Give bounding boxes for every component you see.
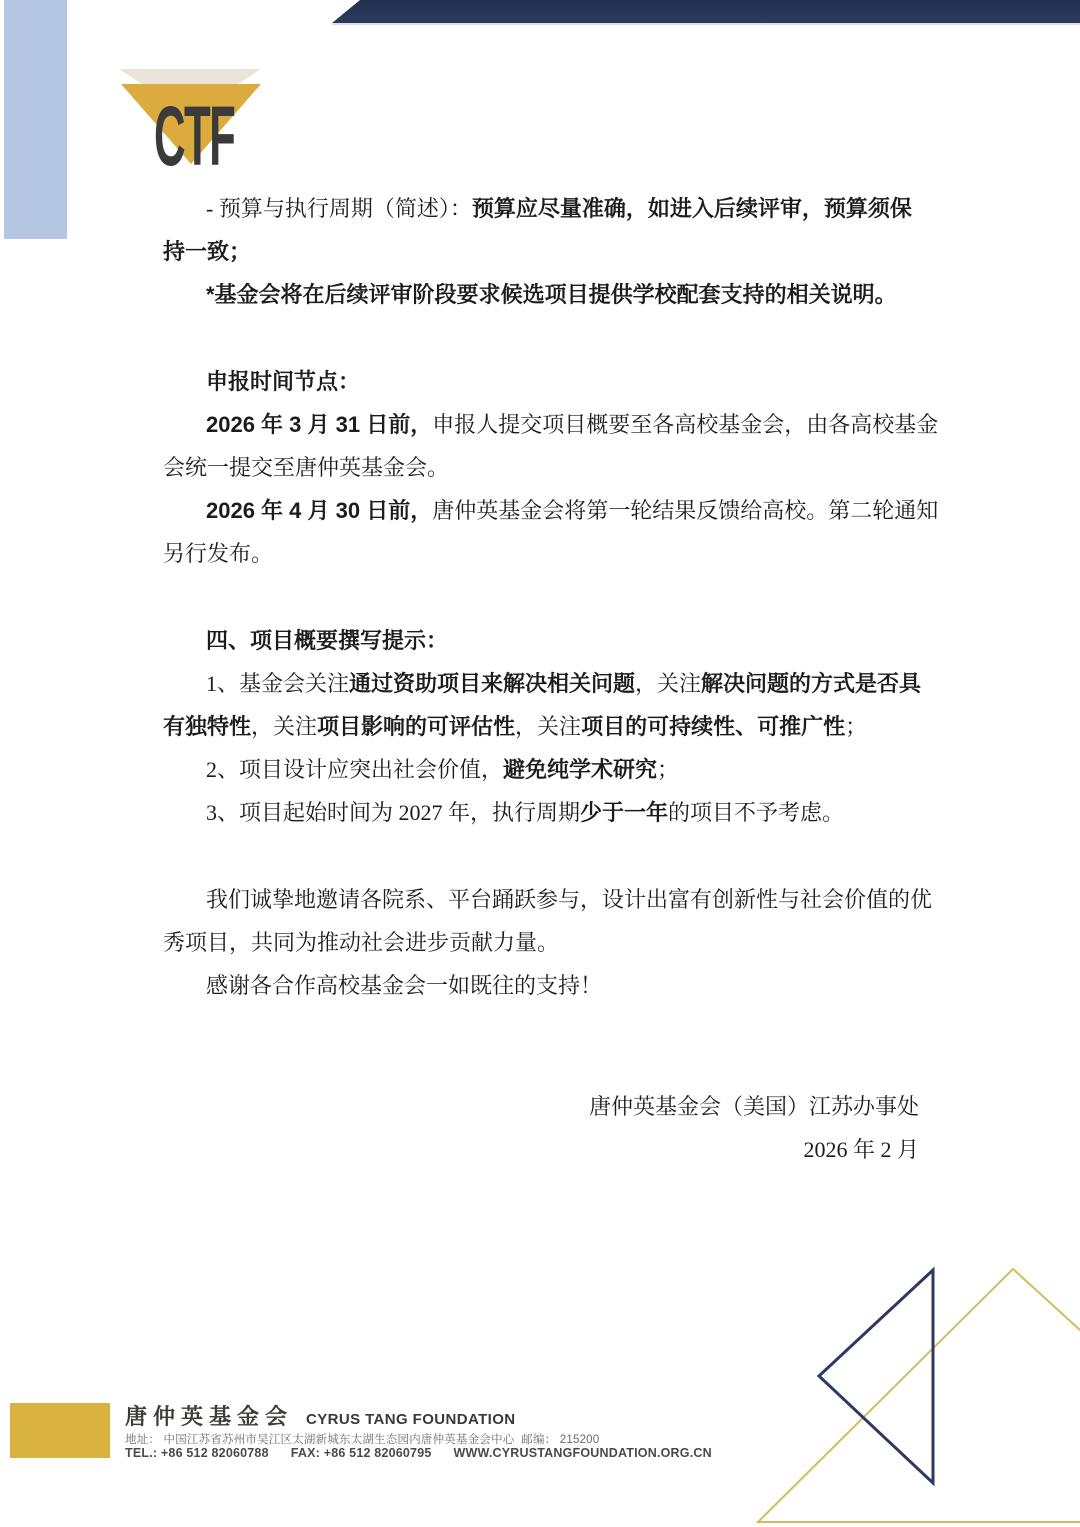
text-line (163, 921, 925, 964)
left-accent-bar (4, 0, 67, 239)
text-line (163, 489, 939, 532)
top-navy-band (0, 0, 1080, 23)
text-segment: 避免纯学术研究 (503, 757, 658, 782)
text-segment: ，关注 (635, 671, 702, 696)
text-segment: ； (845, 714, 868, 739)
text-segment: 项目的可持续性、可推广性 (581, 714, 846, 739)
text-segment: 3、项目起始时间为 2027 年，执行周期 (206, 800, 581, 825)
text-line (163, 619, 925, 662)
text-segment: 预算应尽量准确，如进入后续评审，预算须保 (471, 196, 912, 221)
ctf-logo (118, 69, 262, 183)
footer-brand-chinese: 唐仲英基金会 (125, 1404, 294, 1429)
text-line (163, 748, 925, 791)
text-segment: 四、项目概要撰写提示： (206, 628, 449, 653)
text-segment: 有独特性 (163, 714, 252, 739)
text-segment: 持一致 (163, 239, 230, 264)
paragraph-gap (163, 316, 925, 360)
footer-brand-english: CYRUS TANG FOUNDATION (306, 1411, 516, 1428)
text-segment: 另行发布。 (163, 541, 274, 566)
text-segment: 秀项目，共同为推动社会进步贡献力量。 (163, 930, 560, 955)
text-segment: 通过资助项目来解决相关问题 (349, 671, 636, 696)
text-line (163, 878, 933, 921)
text-segment: 2、项目设计应突出社会价值， (206, 757, 504, 782)
text-segment: ； (657, 757, 680, 782)
text-segment: 我们诚挚地邀请各院系、平台踊跃参与，设计出富有创新性与社会价值的优 (206, 887, 933, 912)
footer-gold-square (10, 1403, 110, 1458)
text-segment: 感谢各合作高校基金会一如既往的支持！ (206, 973, 603, 998)
text-line (163, 403, 939, 446)
text-segment: 申报人提交项目概要至各高校基金会，由各高校基金 (432, 412, 939, 437)
text-segment: 1、基金会关注 (206, 671, 350, 696)
text-segment: 解决问题的方式是否具 (701, 671, 922, 696)
paragraph-gap (163, 834, 925, 878)
text-segment: 少于一年 (580, 800, 669, 825)
text-segment: ； (229, 239, 252, 264)
text-segment: 项目影响的可评估性 (317, 714, 516, 739)
bottom-decorative-triangles (740, 1240, 1080, 1527)
text-segment: *基金会将在后续评审阶段要求候选项目提供学校配套支持的相关说明。 (206, 282, 897, 307)
text-line (163, 446, 925, 489)
footer-address: 地址： 中国江苏省苏州市吴江区太湖新城东太湖生态园内唐仲英基金会中心 邮编： 215200 (125, 1434, 600, 1446)
text-segment: 会统一提交至唐仲英基金会。 (163, 455, 450, 480)
text-line (163, 532, 925, 575)
paragraph-gap (163, 1007, 925, 1085)
text-segment: 的项目不予考虑。 (668, 800, 845, 825)
text-segment: 唐仲英基金会将第一轮结果反馈给高校。第二轮通知 (432, 498, 939, 523)
ctf-logo-cream-shape (119, 69, 261, 84)
text-segment: 2026 年 4 月 30 日前， (206, 498, 433, 523)
paragraph-gap (163, 575, 925, 619)
text-line (163, 964, 925, 1007)
text-segment: ，关注 (515, 714, 582, 739)
text-line (163, 791, 925, 834)
letter-body (163, 187, 939, 1171)
text-line (163, 230, 925, 273)
gold-triangle-outline-icon (758, 1269, 1080, 1522)
signature-line: 唐仲英基金会（美国）江苏办事处 (588, 1094, 919, 1119)
signature-block (163, 1085, 925, 1171)
footer-contact-item: WWW.CYRUSTANGFOUNDATION.ORG.CN (453, 1446, 712, 1460)
top-band-shadow (332, 23, 1080, 25)
footer-contact-row (125, 1446, 712, 1460)
footer-contact-item: TEL.: +86 512 82060788 (125, 1446, 269, 1460)
footer-brand (125, 1400, 516, 1431)
text-segment: 2026 年 3 月 31 日前， (206, 412, 433, 437)
text-segment: 申报时间节点： (206, 369, 361, 394)
text-line (163, 360, 925, 403)
footer-contact-item: FAX: +86 512 82060795 (290, 1446, 432, 1460)
text-segment: - 预算与执行周期（简述）： (206, 196, 472, 221)
text-line (163, 662, 925, 705)
ctf-logo-text: CTF (154, 89, 235, 183)
text-line (163, 705, 925, 748)
letter-paragraphs (163, 187, 939, 1007)
text-line (163, 187, 925, 230)
signature-line: 2026 年 2 月 (803, 1137, 919, 1162)
text-segment: ，关注 (251, 714, 318, 739)
navy-triangle-outline-icon (819, 1270, 933, 1483)
text-line (163, 273, 925, 316)
